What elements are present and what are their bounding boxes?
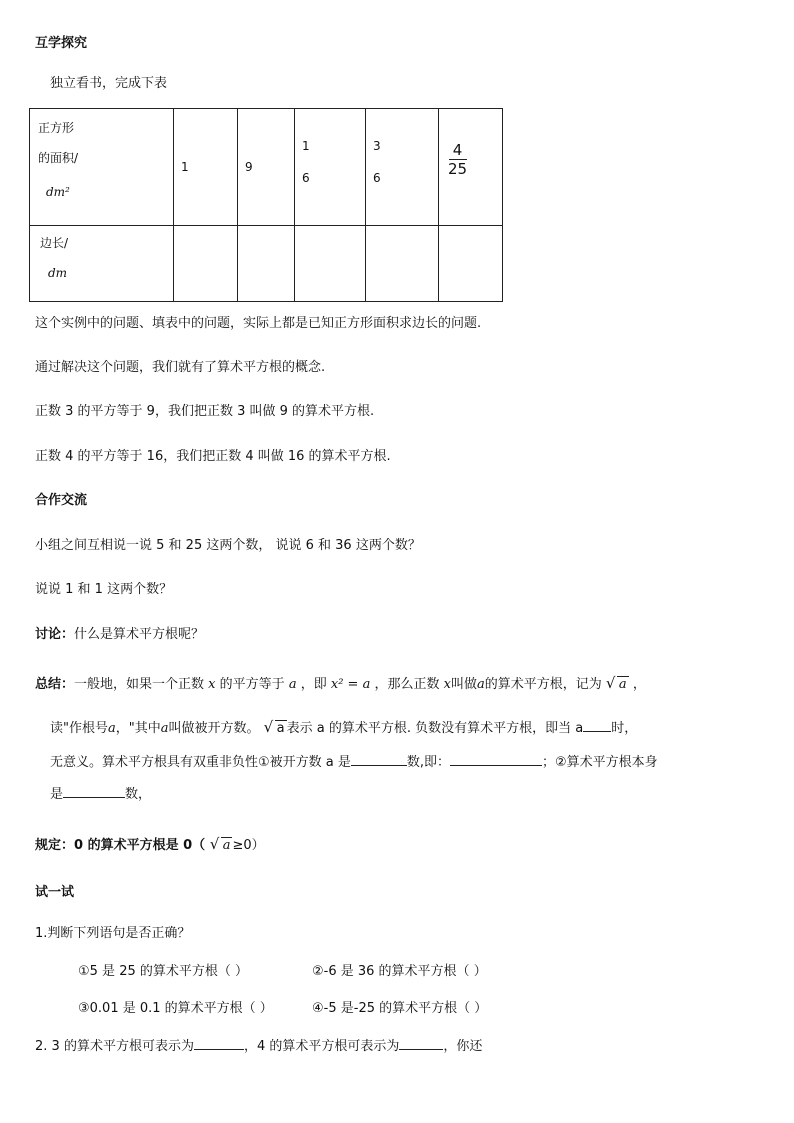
- paragraph-2: 通过解决这个问题，我们就有了算术平方根的概念.: [35, 360, 326, 375]
- answer-cell-36[interactable]: [366, 226, 439, 302]
- rule-line: 规定：0 的算术平方根是 0（ √ a ≥0）: [35, 835, 265, 853]
- blank-radicand-sign[interactable]: [351, 765, 407, 766]
- summary-line-2: 读"作根号a，"其中a叫做被开方数。 √ a 表示 a 的算术平方根. 负数没有算术平方根，即当 a 时，: [50, 718, 638, 736]
- cell-area-1: 1: [174, 109, 238, 226]
- instruction-text: 独立看书，完成下表: [50, 76, 168, 91]
- paragraph-4: 正数 4 的平方等于 16，我们把正数 4 叫做 16 的算术平方根.: [35, 449, 391, 464]
- area-side-table: [29, 108, 503, 302]
- blank-sqrt-3[interactable]: [194, 1049, 244, 1050]
- sqrt-a-rule: √ a: [209, 835, 231, 853]
- cell-area-36: 3 6: [366, 109, 439, 226]
- sqrt-a-inline: √ a: [263, 718, 285, 736]
- question-2: 2. 3 的算术平方根可表示为 ，4 的算术平方根可表示为 ，你还: [35, 1039, 483, 1054]
- blank-sqrt-4[interactable]: [399, 1049, 443, 1050]
- question-1-item-4[interactable]: ④-5 是-25 的算术平方根（ ）: [312, 1001, 488, 1016]
- question-1-item-3[interactable]: ③0.01 是 0.1 的算术平方根（ ）: [78, 1001, 273, 1016]
- question-1-item-2[interactable]: ②-6 是 36 的算术平方根（ ）: [312, 964, 487, 979]
- sqrt-a: √ a: [605, 674, 627, 692]
- row-header-area: 正方形 的面积/ dm²: [30, 109, 174, 226]
- answer-cell-1[interactable]: [174, 226, 238, 302]
- fraction-4-25: 4 25: [448, 141, 468, 178]
- answer-cell-9[interactable]: [238, 226, 295, 302]
- cell-area-9: 9: [238, 109, 295, 226]
- row-header-side: 边长/ dm: [30, 226, 174, 302]
- paragraph-3: 正数 3 的平方等于 9，我们把正数 3 叫做 9 的算术平方根.: [35, 404, 375, 419]
- cell-area-fraction: [439, 109, 503, 226]
- summary-line-3: 无意义。算术平方根具有双重非负性①被开方数 a 是 数,即： ；②算术平方根本身: [50, 755, 658, 770]
- blank-condition[interactable]: [583, 731, 611, 732]
- paragraph-1: 这个实例中的问题、填表中的问题，实际上都是已知正方形面积求边长的问题.: [35, 316, 482, 331]
- blank-root-sign[interactable]: [63, 797, 125, 798]
- summary-line-1: 总结：一般地，如果一个正数 x 的平方等于 a ，即 x² = a ，那么正数 x叫做a的算术平方根，记为 √ a ，: [35, 674, 646, 692]
- blank-radicand-inequality[interactable]: [450, 765, 542, 766]
- summary-line-4: 是 数，: [50, 787, 152, 802]
- answer-cell-fraction[interactable]: [439, 226, 503, 302]
- discussion: 讨论：什么是算术平方根呢？: [35, 627, 205, 642]
- section-heading-try: 试一试: [35, 885, 75, 900]
- section-heading-explore: 互学探究: [35, 36, 88, 51]
- cooperate-line-2: 说说 1 和 1 这两个数？: [35, 582, 173, 597]
- question-1: 1.判断下列语句是否正确？: [35, 926, 191, 941]
- equation-x-squared: x² = a: [330, 677, 371, 692]
- cell-area-16: 1 6: [295, 109, 366, 226]
- answer-cell-16[interactable]: [295, 226, 366, 302]
- question-1-item-1[interactable]: ①5 是 25 的算术平方根（ ）: [78, 964, 248, 979]
- cooperate-line-1: 小组之间互相说一说 5 和 25 这两个数， 说说 6 和 36 这两个数？: [35, 538, 421, 553]
- section-heading-cooperate: 合作交流: [35, 493, 88, 508]
